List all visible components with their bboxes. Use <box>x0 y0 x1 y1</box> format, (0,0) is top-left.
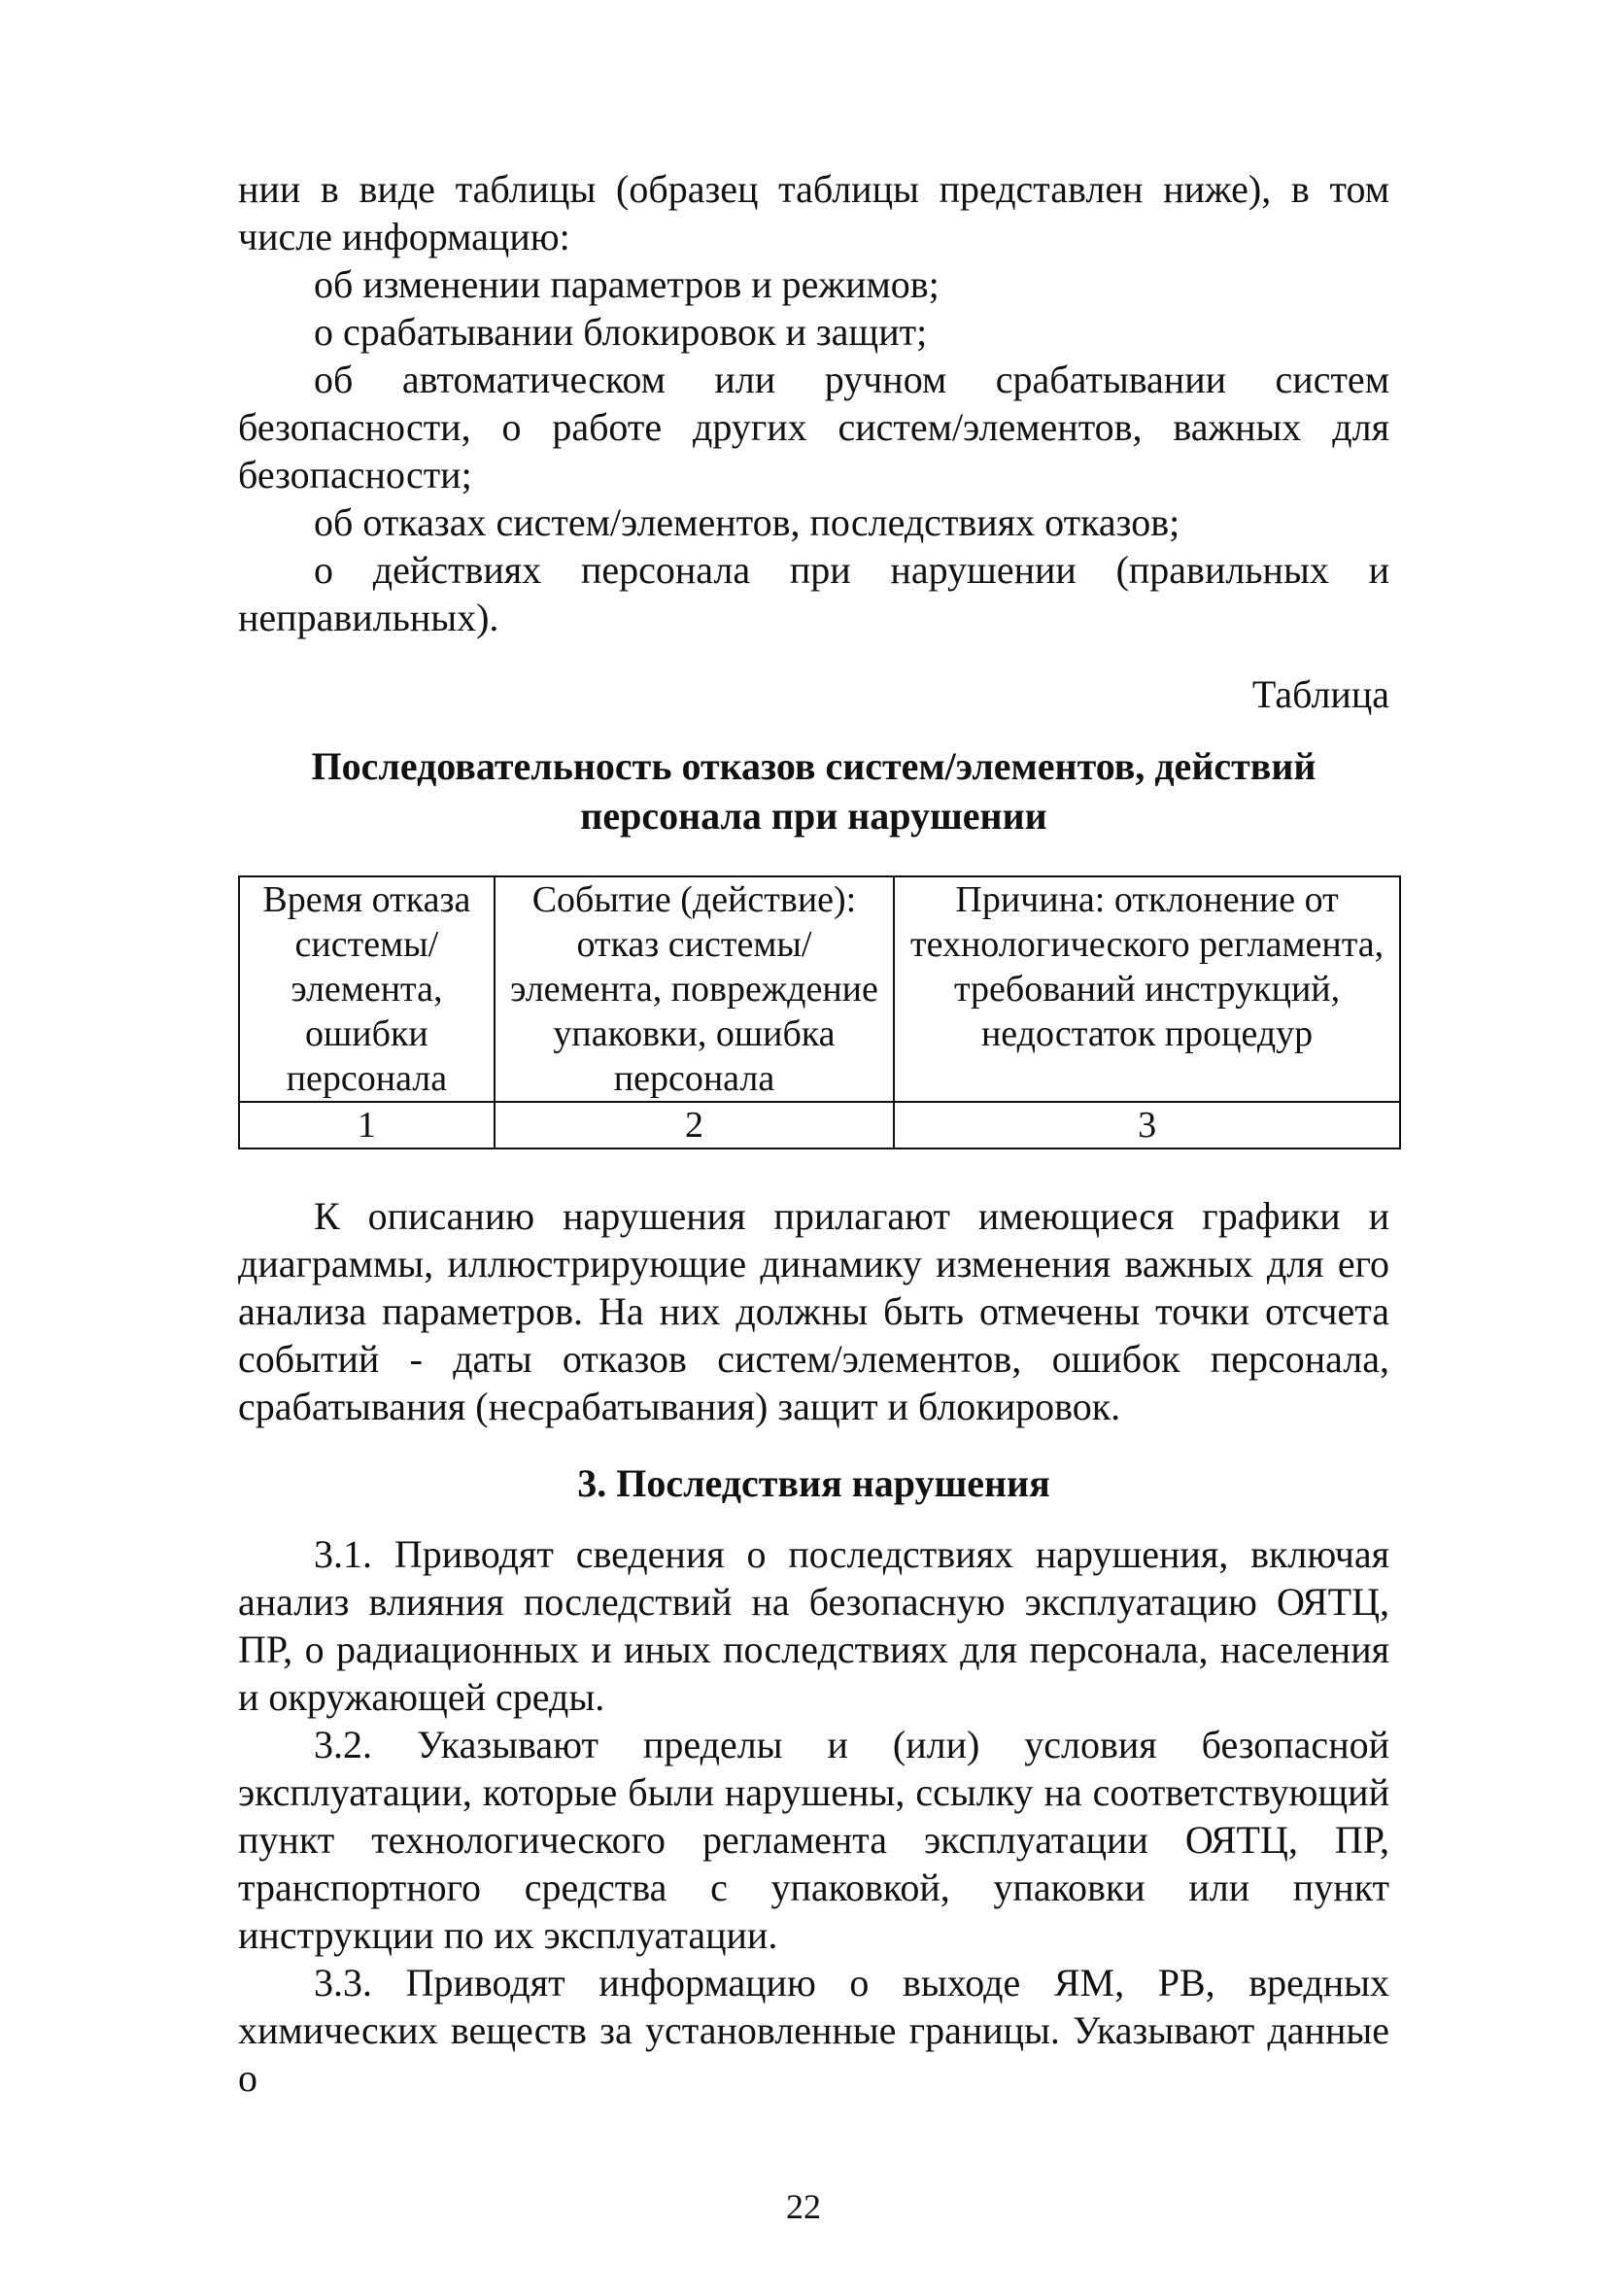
table-title-line: персонала при нарушении <box>580 794 1047 838</box>
section-paragraph: 3.1. Приводят сведения о последствиях нарушения, включая анализ влияния последствий на безопасную эксплуатацию ОЯТЦ, ПР, о радиационных и иных последствиях для персонала, населения и окружающей среды. <box>238 1532 1389 1719</box>
list-item: об изменении параметров и режимов; <box>314 262 940 306</box>
table-header-cell: Причина: отклонение от технологического регламента, требований инструкций, недостаток процедур <box>894 876 1400 1102</box>
list-item: о действиях персонала при нарушении (правильных и неправильных). <box>238 548 1389 639</box>
table-header-row <box>239 876 1400 1102</box>
table-header-cell: Время отказа системы/ элемента, ошибки персонала <box>239 876 495 1102</box>
section-paragraph: 3.3. Приводят информацию о выходе ЯМ, РВ, вредных химических веществ за установленные границы. Указывают данные о <box>238 1961 1389 2100</box>
list-item: об автоматическом или ручном срабатывании систем безопасности, о работе других систем/элементов, важных для безопасности; <box>238 358 1389 497</box>
table-cell: 3 <box>894 1102 1400 1148</box>
table-title <box>238 741 1389 840</box>
table-cell: 2 <box>495 1102 894 1148</box>
list-item: о срабатывании блокировок и защит; <box>314 310 928 354</box>
table-row <box>239 1102 1400 1148</box>
graphs-paragraph: К описанию нарушения прилагают имеющиеся графики и диаграммы, иллюстрирующие динамику изменения важных для его анализа параметров. На них должны быть отмечены точки отсчета событий - даты отказов систем/элементов, ошибок персонала, срабатывания (несрабатывания) защит и блокировок. <box>238 1194 1389 1428</box>
table-label: Таблица <box>1251 672 1389 716</box>
section-heading: 3. Последствия нарушения <box>577 1461 1050 1505</box>
page-number: 22 <box>786 2187 821 2226</box>
table-cell: 1 <box>239 1102 495 1148</box>
page-content <box>238 165 1389 2102</box>
section-paragraph: 3.2. Указывают пределы и (или) условия безопасной эксплуатации, которые были нарушены, ссылку на соответствующий пункт технологического регламента эксплуатации ОЯТЦ, ПР, транспортного средства с упаковкой, упаковки или пункт инструкции по их эксплуатации. <box>238 1723 1389 1957</box>
table-header-cell: Событие (действие): отказ системы/ элемента, повреждение упаковки, ошибка персонала <box>495 876 894 1102</box>
table-title-line: Последовательность отказов систем/элементов, действий <box>311 744 1316 788</box>
sequence-table <box>238 875 1401 1149</box>
intro-paragraph: нии в виде таблицы (образец таблицы представлен ниже), в том числе информацию: <box>238 167 1389 258</box>
list-item: об отказах систем/элементов, последствиях отказов; <box>314 500 1180 544</box>
